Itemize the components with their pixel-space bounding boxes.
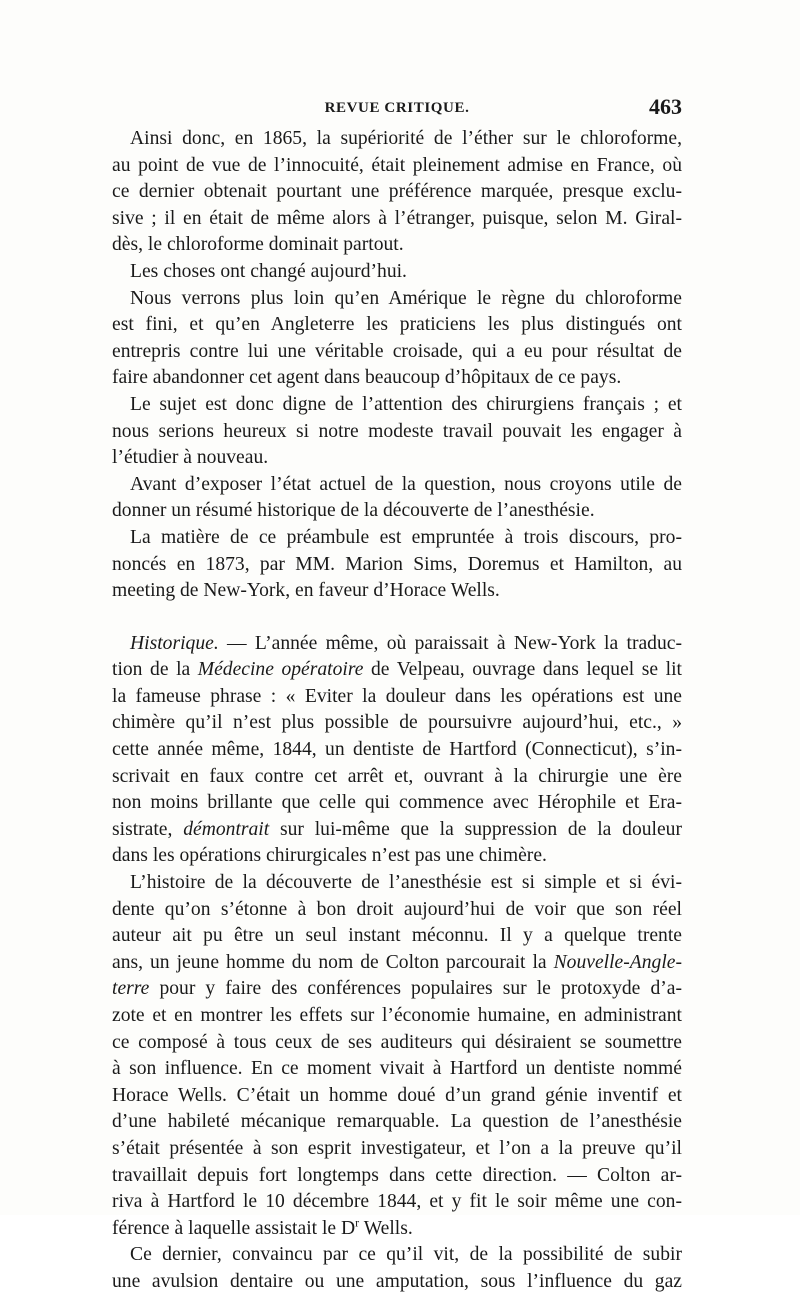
text-line: s’était présentée à son esprit investigateur, et l’on a la preuve qu’il — [112, 1137, 682, 1159]
text-run: sistrate, — [112, 818, 184, 840]
section-gap — [112, 605, 682, 631]
text-run: pour y faire des conférences populaires sur le protoxyde d’a- — [149, 978, 682, 1000]
text-line: dès, le chloroforme dominait partout. — [112, 234, 404, 256]
text-line: meeting de New-York, en faveur d’Horace Wells. — [112, 580, 500, 602]
book-title: Médecine opératoire — [197, 659, 364, 681]
text-run: férence à laquelle assistait le D — [112, 1217, 356, 1239]
text-line: auteur ait pu être un seul instant méconnu. Il y a quelque trente — [112, 925, 682, 947]
text-line: Avant d’exposer l’état actuel de la question, nous croyons utile de — [130, 473, 682, 495]
text-run: tion de la — [112, 659, 198, 681]
text-run: de Velpeau, ouvrage dans lequel se lit — [363, 659, 682, 681]
text-run: — L’année même, où paraissait à New-York la traduc- — [218, 632, 682, 654]
text-line: au point de vue de l’innocuité, était pleinement admise en France, où — [112, 154, 682, 176]
text-line: chimère qu’il n’est plus possible de poursuivre aujourd’hui, etc., » — [112, 712, 682, 734]
text-line: L’histoire de la découverte de l’anesthésie est si simple et si évi- — [130, 872, 682, 894]
emphasis: démontrait — [183, 818, 270, 840]
text-line — [112, 631, 682, 658]
text-line: dente qu’on s’étonne à bon droit aujourd’hui de voir que son réel — [112, 898, 682, 920]
text-run: ans, un jeune homme du nom de Colton parcourait la — [112, 951, 554, 973]
text-line: riva à Hartford le 10 décembre 1844, et y fit le soir même une con- — [112, 1191, 682, 1213]
text-line: d’une habileté mécanique remarquable. La question de l’anesthésie — [112, 1111, 682, 1133]
running-head — [112, 92, 682, 122]
text-line: noncés en 1873, par MM. Marion Sims, Doremus et Hamilton, au — [112, 553, 682, 575]
text-line — [112, 976, 682, 1003]
text-line: Ce dernier, convaincu par ce qu’il vit, de la possibilité de subir — [130, 1244, 682, 1266]
text-line — [112, 657, 682, 684]
text-line: cette année même, 1844, un dentiste de Hartford (Connecticut), s’in- — [112, 739, 682, 761]
text-line: nous serions heureux si notre modeste travail pouvait les engager à — [112, 420, 682, 442]
text-run: sur lui-même que la suppression de la douleur — [269, 818, 682, 840]
running-title: REVUE CRITIQUE. — [324, 100, 470, 116]
text-line — [112, 1216, 682, 1243]
text-line: Les choses ont changé aujourd’hui. — [130, 260, 407, 282]
place-name: terre — [112, 978, 150, 1000]
text-line: Le sujet est donc digne de l’attention des chirurgiens français ; et — [130, 393, 682, 415]
text-line: ce dernier obtenait pourtant une préférence marquée, presque exclu- — [112, 181, 682, 203]
text-line: Horace Wells. C’était un homme doué d’un grand génie inventif et — [112, 1084, 682, 1106]
text-line: La matière de ce préambule est empruntée à trois discours, pro- — [130, 526, 682, 548]
text-line: zote et en montrer les effets sur l’économie humaine, en administrant — [112, 1005, 682, 1026]
text-line: Nous verrons plus loin qu’en Amérique le règne du chloroforme — [130, 287, 682, 309]
place-name: Nouvelle-Angle- — [553, 951, 682, 973]
superscript: r — [355, 1215, 360, 1230]
text-line — [112, 817, 682, 844]
text-line: non moins brillante que celle qui commence avec Hérophile et Era- — [112, 792, 682, 814]
text-line: Ainsi donc, en 1865, la supériorité de l’éther sur le chloroforme, — [130, 128, 682, 149]
text-run: Wells. — [359, 1217, 413, 1239]
text-line: est fini, et qu’en Angleterre les praticiens les plus distingués ont — [112, 314, 682, 336]
text-line: sive ; il en était de même alors à l’étranger, puisque, selon M. Giral- — [112, 207, 682, 229]
text-line — [112, 950, 682, 977]
text-line: travaillait depuis fort longtemps dans cette direction. — Colton ar- — [112, 1164, 682, 1186]
text-line: donner un résumé historique de la découverte de l’anesthésie. — [112, 500, 595, 522]
page-number: 463 — [649, 94, 682, 119]
text-line: faire abandonner cet agent dans beaucoup d’hôpitaux de ce pays. — [112, 367, 622, 389]
text-line: ce composé à tous ceux de ses auditeurs qui désiraient se soumettre — [112, 1031, 682, 1053]
text-line: dans les opérations chirurgicales n’est pas une chimère. — [112, 845, 547, 867]
text-line: la fameuse phrase : « Eviter la douleur dans les opérations est une — [112, 685, 682, 707]
text-line: entrepris contre lui une véritable croisade, qui a eu pour résultat de — [112, 340, 682, 362]
text-line: à son influence. En ce moment vivait à Hartford un dentiste nommé — [112, 1058, 682, 1080]
body-text — [112, 126, 682, 1296]
text-line: scrivait en faux contre cet arrêt et, ouvrant à la chirurgie une ère — [112, 765, 682, 787]
section-heading: Historique. — [130, 632, 219, 654]
text-line: une avulsion dentaire ou une amputation, sous l’influence du gaz — [112, 1270, 682, 1292]
text-line: l’étudier à nouveau. — [112, 447, 269, 469]
